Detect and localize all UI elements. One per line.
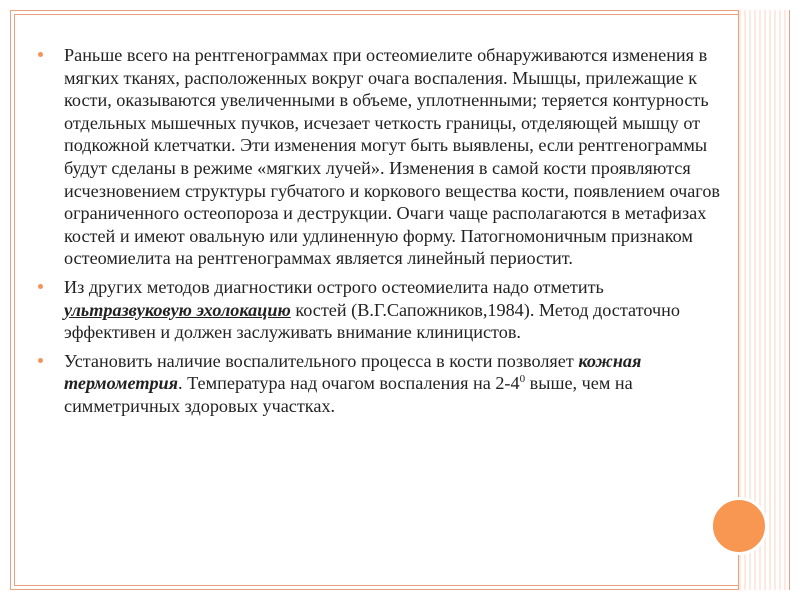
bullet-dot-icon [38, 358, 43, 363]
bullet-dot-icon [38, 52, 43, 57]
bullet-dot-icon [38, 284, 43, 289]
bullet-text: Раньше всего на рентгенограммах при остеомиелите обнаруживаются изменения в мягких тканях, расположенных вокруг очага воспаления. Мышцы, прилежащие к кости, оказываются увеличенными в объеме, уплотненными; теряется контурность отдельных мышечных пучков, исчезает четкость границы, отделяющей мышцу от подкожной клетчатки. Эти изменения могут быть выявлены, если рентгенограммы будут сделаны в режиме «мягких лучей». Изменения в самой кости проявляются исчезновением структуры губчатого и коркового вещества кости, появлением очагов ограниченного остеопороза и деструкции. Очаги чаще располагаются в метафизах костей и имеют овальную или удлиненную форму. Патогномоничным признаком остеомиелита на рентгенограммах является линейный периостит. [64, 45, 720, 269]
bullet-item-ultrasound [38, 276, 728, 344]
bullet-term-thermometry: кожная термометрия [64, 350, 642, 394]
bullet-text-before: Из других методов диагностики острого остеомиелита надо отметить [64, 276, 604, 297]
bullet-term-ultrasound: ультразвуковую эхолокацию [64, 299, 291, 320]
bullet-text-tail: выше, чем на симметричных здоровых участках. [64, 373, 633, 416]
degree-superscript: 0 [519, 373, 526, 386]
bullet-text-after: костей (В.Г.Сапожников,1984). Метод достаточно эффективен и должен заслуживать внимание клиницистов. [64, 299, 680, 343]
bullet-item-radiography [38, 44, 728, 270]
bullet-text-after: . Температура над очагом воспаления на 2-4 [178, 373, 520, 394]
bullet-item-thermometry [38, 350, 728, 418]
decorative-orange-circle [710, 497, 768, 555]
slide-body [38, 44, 728, 424]
bullet-text-before: Установить наличие воспалительного процесса в кости позволяет [64, 350, 579, 371]
